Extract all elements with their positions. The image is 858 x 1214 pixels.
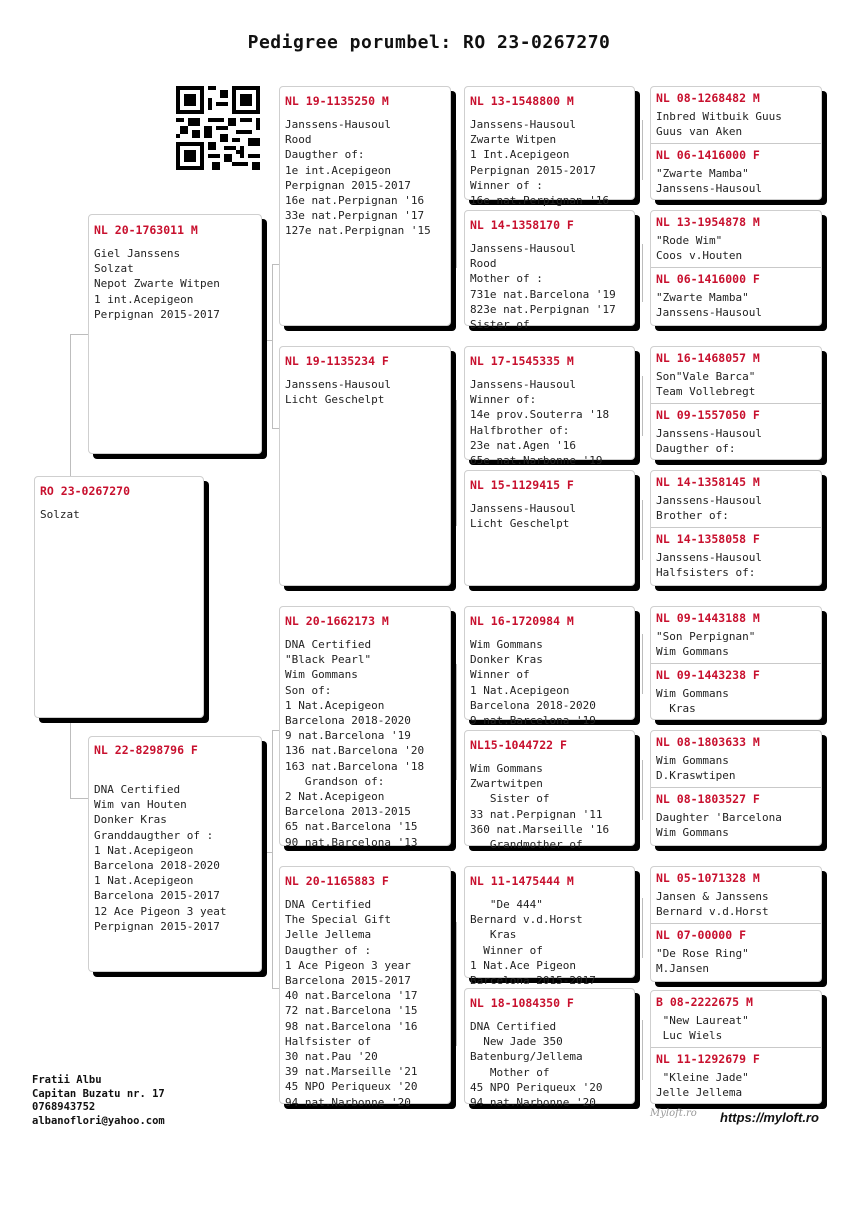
ring-number[interactable]: NL 06-1416000 F: [656, 272, 760, 286]
ring-number[interactable]: NL 05-1071328 M: [656, 871, 760, 885]
pigeon-notes: "New Laureat" Luc Wiels: [662, 1014, 749, 1043]
pigeon-notes: Janssens-Hausoul Halfsisters of:: [656, 551, 762, 580]
pigeon-notes: Inbred Witbuik Guus Guus van Aken: [656, 110, 782, 139]
breeder-address: Capitan Buzatu nr. 17: [32, 1087, 165, 1100]
ring-number[interactable]: B 08-2222675 M: [656, 995, 753, 1009]
pigeon-notes: "Rode Wim" Coos v.Houten: [656, 234, 743, 263]
breeder-phone[interactable]: 0768943752: [32, 1101, 96, 1113]
connector-line: [642, 760, 643, 820]
pigeon-notes: "Kleine Jade" Jelle Jellema: [656, 1071, 749, 1100]
ring-number[interactable]: NL 09-1443238 F: [656, 668, 760, 682]
website-link[interactable]: https://myloft.ro: [720, 1110, 819, 1125]
pigeon-notes: Giel Janssens Solzat Nepot Zwarte Witpen 1 int.Acepigeon Perpignan 2015-2017: [94, 247, 220, 321]
separator: [651, 403, 821, 404]
ring-number[interactable]: NL 14-1358145 M: [656, 475, 760, 489]
ring-number: NL 20-1763011 M: [94, 223, 198, 237]
great-grandparent-card-3[interactable]: [464, 346, 635, 468]
pigeon-notes: Wim Gommans Donker Kras Winner of 1 Nat.Acepigeon Barcelona 2018-2020 9 nat.Barcelona '19: [470, 638, 596, 728]
sire-card[interactable]: [88, 214, 262, 454]
connector-line: [70, 718, 71, 798]
grandparent-card-2[interactable]: [279, 346, 451, 586]
ring-number[interactable]: NL 08-1803633 M: [656, 735, 760, 749]
ring-number[interactable]: NL 14-1358058 F: [656, 532, 760, 546]
pigeon-notes: Solzat: [40, 508, 80, 521]
gen4-pair-3: [650, 346, 822, 460]
pigeon-notes: DNA Certified Wim van Houten Donker Kras Granddaugther of : 1 Nat.Acepigeon Barcelona 2018-2020 1 Nat.Acepigeon Barcelona 2015-2017 12 Ace Pigeon 3 yeat Perpignan 2015-2017: [94, 783, 227, 933]
ring-number: NL 19-1135234 F: [285, 354, 389, 368]
connector-line: [642, 500, 643, 560]
ring-number[interactable]: NL 07-00000 F: [656, 928, 747, 942]
pigeon-notes: Janssens-Hausoul Licht Geschelpt: [285, 378, 391, 407]
ring-number: NL 13-1548800 M: [470, 94, 574, 108]
pigeon-notes: "Zwarte Mamba" Janssens-Hausoul: [656, 167, 762, 196]
pigeon-notes: Janssens-Hausoul Licht Geschelpt: [470, 502, 576, 531]
pigeon-notes: Son"Vale Barca" Team Vollebregt: [656, 370, 756, 399]
pigeon-notes: "De 444" Bernard v.d.Horst Kras Winner of 1 Nat.Ace Pigeon Barcelona 2015-2017: [470, 898, 596, 988]
ring-number: NL15-1044722 F: [470, 738, 567, 752]
pigeon-notes: Wim Gommans Kras: [656, 687, 729, 716]
ring-number: NL 11-1475444 M: [470, 874, 574, 888]
ring-number: NL 20-1165883 F: [285, 874, 389, 888]
ring-number[interactable]: NL 16-1468057 M: [656, 351, 760, 365]
gen4-pair-6: [650, 730, 822, 846]
pigeon-notes: Janssens-Hausoul Brother of:: [656, 494, 762, 523]
separator: [651, 787, 821, 788]
connector-line: [70, 798, 90, 799]
ring-number[interactable]: NL 08-1803527 F: [656, 792, 760, 806]
connector-line: [456, 150, 457, 268]
pigeon-notes: Daughter 'Barcelona Wim Gommans: [656, 811, 782, 840]
breeder-name: Fratii Albu: [32, 1074, 102, 1086]
qr-code-icon: [176, 86, 260, 170]
pigeon-notes: Jansen & Janssens Bernard v.d.Horst: [656, 890, 769, 919]
great-grandparent-card-8[interactable]: [464, 988, 635, 1110]
pigeon-notes: Janssens-Hausoul Rood Daugther of: 1e int.Acepigeon Perpignan 2015-2017 16e nat.Perpignan '16 33e nat.Perpignan '17 127e nat.Perpignan '15: [285, 118, 431, 238]
ring-number: NL 16-1720984 M: [470, 614, 574, 628]
ring-number[interactable]: NL 06-1416000 F: [656, 148, 760, 162]
pigeon-notes: DNA Certified "Black Pearl" Wim Gommans Son of: 1 Nat.Acepigeon Barcelona 2018-2020 9 nat.Barcelona '19 136 nat.Barcelona '20 163 nat.Barcelona '18 Grandson of: 2 Nat.Acepigeon Barcelona 2013-2015 65 nat.Barcelona '15 90 nat.Barcelona '13: [285, 638, 425, 849]
ring-number: NL 19-1135250 M: [285, 94, 389, 108]
ring-number: RO 23-0267270: [40, 484, 131, 498]
pigeon-notes: DNA Certified The Special Gift Jelle Jellema Daugther of : 1 Ace Pigeon 3 year Barcelona 2015-2017 40 nat.Barcelona '17 72 nat.Barcelona '15 98 nat.Barcelona '16 Halfsister of 30 nat.Pau '20 39 nat.Marseille '21 45 NPO Periqueux '20 94 nat.Narbonne '20: [285, 898, 418, 1109]
gen4-pair-2: [650, 210, 822, 326]
connector-line: [70, 334, 90, 335]
connector-line: [642, 634, 643, 694]
gen4-pair-1: [650, 86, 822, 200]
pigeon-notes: Janssens-Hausoul Daugther of:: [656, 427, 762, 456]
separator: [651, 1047, 821, 1048]
ring-number: NL 22-8298796 F: [94, 743, 198, 757]
ring-number[interactable]: NL 09-1443188 M: [656, 611, 760, 625]
ring-number: NL 17-1545335 M: [470, 354, 574, 368]
connector-line: [70, 334, 71, 476]
separator: [651, 143, 821, 144]
connector-line: [642, 898, 643, 958]
grandparent-card-3[interactable]: [279, 606, 451, 849]
pigeon-notes: Janssens-Hausoul Winner of: 14e prov.Souterra '18 Halfbrother of: 23e nat.Agen '16 65e nat.Narbonne '19: [470, 378, 610, 468]
breeder-email[interactable]: albanoflori@yahoo.com: [32, 1114, 165, 1127]
connector-line: [642, 244, 643, 302]
connector-line: [456, 664, 457, 780]
signature: Myloft.ro: [650, 1108, 697, 1119]
pigeon-notes: Wim Gommans D.Kraswtipen: [656, 754, 736, 783]
ring-number[interactable]: NL 13-1954878 M: [656, 215, 760, 229]
ring-number: NL 14-1358170 F: [470, 218, 574, 232]
connector-line: [456, 922, 457, 1046]
connector-line: [262, 852, 272, 853]
ring-number[interactable]: NL 09-1557050 F: [656, 408, 760, 422]
connector-line: [262, 340, 272, 341]
pigeon-notes: DNA Certified New Jade 350 Batenburg/Jellema Mother of 45 NPO Periqueux '20 94 nat.Narbonne '20: [470, 1020, 603, 1110]
ring-number: NL 20-1662173 M: [285, 614, 389, 628]
gen4-pair-8: [650, 990, 822, 1104]
page-title: Pedigree porumbel: RO 23-0267270: [247, 32, 611, 53]
separator: [651, 663, 821, 664]
gen4-pair-4: [650, 470, 822, 586]
ring-number[interactable]: NL 11-1292679 F: [656, 1052, 760, 1066]
separator: [651, 923, 821, 924]
gen4-pair-7: [650, 866, 822, 982]
pigeon-notes: "Zwarte Mamba" Janssens-Hausoul: [656, 291, 762, 320]
pigeon-notes: "De Rose Ring" M.Jansen: [656, 947, 749, 976]
ring-number: NL 18-1084350 F: [470, 996, 574, 1010]
grandparent-card-1[interactable]: [279, 86, 451, 326]
great-grandparent-card-5[interactable]: [464, 606, 635, 728]
gen4-pair-5: [650, 606, 822, 720]
grandparent-card-4[interactable]: [279, 866, 451, 1109]
connector-line: [642, 1020, 643, 1080]
great-grandparent-card-1[interactable]: [464, 86, 635, 208]
contact-block: [32, 1074, 165, 1128]
great-grandparent-card-6[interactable]: [464, 730, 635, 852]
ring-number[interactable]: NL 08-1268482 M: [656, 91, 760, 105]
ring-number: NL 15-1129415 F: [470, 478, 574, 492]
pigeon-notes: Wim Gommans Zwartwitpen Sister of 33 nat.Perpignan '11 360 nat.Marseille '16 Grandmother of: [470, 762, 610, 852]
great-grandparent-card-2[interactable]: [464, 210, 635, 332]
separator: [651, 267, 821, 268]
connector-line: [272, 730, 273, 988]
great-grandparent-card-7[interactable]: [464, 866, 635, 988]
subject-card[interactable]: [34, 476, 204, 718]
separator: [651, 527, 821, 528]
pigeon-notes: Janssens-Hausoul Rood Mother of : 731e nat.Barcelona '19 823e nat.Perpignan '17 Sister of: [470, 242, 616, 332]
great-grandparent-card-4[interactable]: [464, 470, 635, 586]
pigeon-notes: Janssens-Hausoul Zwarte Witpen 1 Int.Acepigeon Perpignan 2015-2017 Winner of : 16e nat.Perpignan '16: [470, 118, 610, 208]
dam-card[interactable]: [88, 736, 262, 972]
pigeon-notes: "Son Perpignan" Wim Gommans: [656, 630, 756, 659]
connector-line: [642, 120, 643, 180]
connector-line: [456, 400, 457, 526]
connector-line: [272, 264, 273, 428]
connector-line: [642, 376, 643, 436]
